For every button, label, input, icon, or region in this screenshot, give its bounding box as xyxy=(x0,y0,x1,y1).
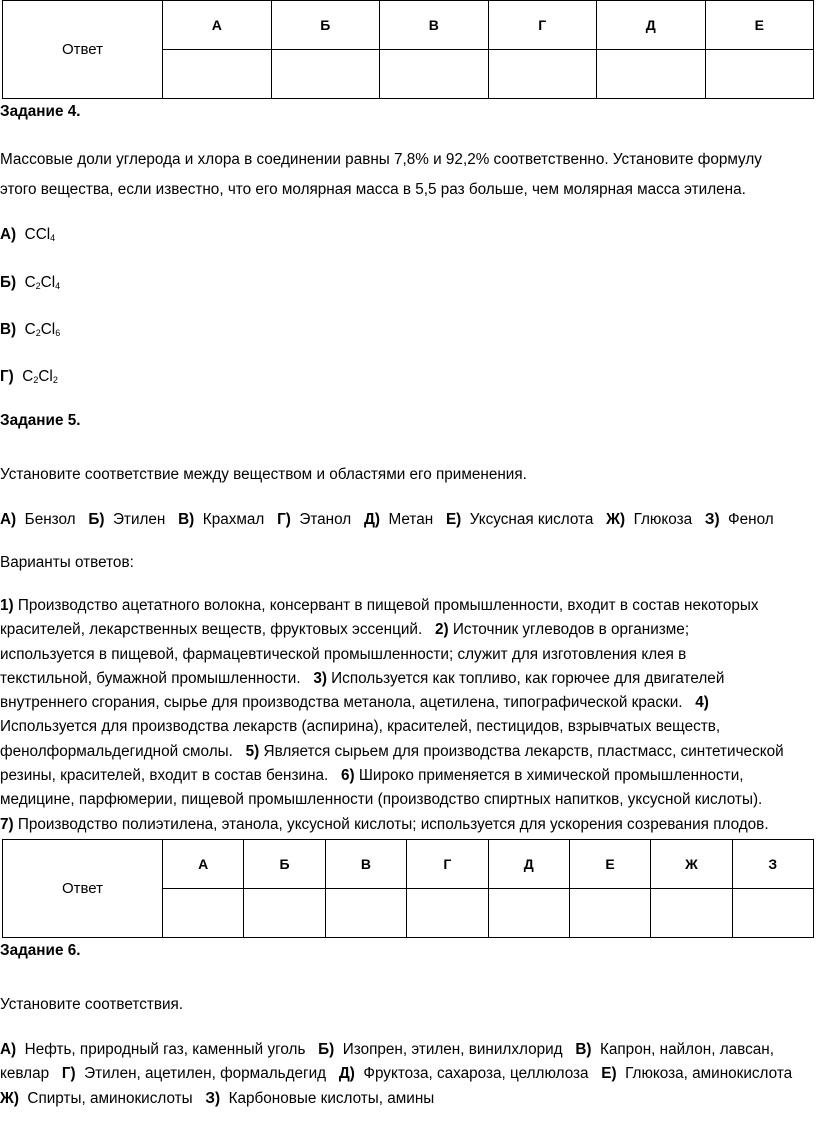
option-letter: В) xyxy=(0,321,17,338)
matching-option-line: кевлар Г) Этилен, ацетилен, формальдегид Д) Фруктоза, сахароза, целлюлоза Е) Глюкоза, аминокислота xyxy=(0,1065,793,1083)
task4-title: Задание 4. xyxy=(0,103,81,120)
answer-cell[interactable] xyxy=(163,50,272,99)
table-header-cell: Е xyxy=(569,840,650,889)
answer-cell[interactable] xyxy=(325,889,406,938)
matching-option-line: А) Нефть, природный газ, каменный уголь Б) Изопрен, этилен, винилхлорид В) Капрон, найлон, лавсан, xyxy=(0,1041,774,1058)
option-letter: А) xyxy=(0,226,17,243)
table-header-cell: А xyxy=(163,840,244,889)
answer-cell[interactable] xyxy=(597,50,706,99)
task4-option-d: Г) $C_2Cl_2$ xyxy=(0,368,58,385)
task4-option-a: А) CCl$_4$ xyxy=(0,226,56,243)
answer-cell[interactable] xyxy=(705,50,814,99)
task5-title: Задание 5. xyxy=(0,412,81,429)
table-header-cell: В xyxy=(325,840,406,889)
answer-cell[interactable] xyxy=(244,889,325,938)
table-header-cell: Г xyxy=(488,1,597,50)
task6-title: Задание 6. xyxy=(0,942,81,959)
task5-instruction: Установите соответствие между веществом и областями его применения. xyxy=(0,466,527,483)
table-header-cell: З xyxy=(732,840,813,889)
task4-option-c: В) $C_2Cl_6$ xyxy=(0,321,61,338)
answer-option-line: текстильной, бумажной промышленности. 3) Используется как топливо, как горючее для двигателей xyxy=(0,669,725,687)
answer-option-line: красителей, лекарственных веществ, фруктовых эссенций. 2) Источник углеводов в организме; xyxy=(0,621,690,639)
answer-table-label: Ответ xyxy=(3,840,163,938)
answer-cell[interactable] xyxy=(163,889,244,938)
task6-matching-options xyxy=(0,1038,816,1111)
answer-option-line: фенолформальдегидной смолы. 5) Является сырьем для производства лекарств, пластмасс, синтетической xyxy=(0,742,784,760)
answer-cell[interactable] xyxy=(488,50,597,99)
answer-option-line: медицине, парфюмерии, пищевой промышленности (производство спиртных напитков, уксусной кислоты). xyxy=(0,791,763,809)
task5-variants-label: Варианты ответов: xyxy=(0,554,134,571)
answer-table-2 xyxy=(2,839,814,938)
answer-option-line: используется в пищевой, фармацевтической промышленности; служит для изготовления клея в xyxy=(0,645,687,663)
table-header-cell: Б xyxy=(271,1,380,50)
answer-cell[interactable] xyxy=(732,889,813,938)
answer-option-line: 1) Производство ацетатного волокна, консервант в пищевой промышленности, входит в состав некоторых xyxy=(0,597,759,614)
answer-cell[interactable] xyxy=(380,50,489,99)
answer-cell[interactable] xyxy=(271,50,380,99)
table-header-cell: Д xyxy=(488,840,569,889)
table-header-cell: В xyxy=(380,1,489,50)
table-header-cell: Д xyxy=(597,1,706,50)
answer-option-line: Используется для производства лекарств (аспирина), красителей, пестицидов, взрывчатых веществ, xyxy=(0,718,721,736)
table-header-cell: А xyxy=(163,1,272,50)
task4-text-line1: Массовые доли углерода и хлора в соединении равны 7,8% и 92,2% соответственно. Установите формулу xyxy=(0,151,762,168)
task6-instruction: Установите соответствия. xyxy=(0,996,184,1013)
table-header-cell: Б xyxy=(244,840,325,889)
table-header-cell: Г xyxy=(407,840,488,889)
answer-option-line: 7) Производство полиэтилена, этанола, уксусной кислоты; используется для ускорения созревания плодов. xyxy=(0,815,769,833)
answer-table-1 xyxy=(2,0,814,99)
task4-option-b: Б) $C_2Cl_4$ xyxy=(0,274,61,291)
table-header-cell: Е xyxy=(705,1,814,50)
answer-option-line: резины, красителей, входит в состав бензина. 6) Широко применяется в химической промышленности, xyxy=(0,767,744,785)
task5-answer-options xyxy=(0,594,816,837)
matching-option-line: Ж) Спирты, аминокислоты З) Карбоновые кислоты, амины xyxy=(0,1089,435,1107)
option-letter: Б) xyxy=(0,274,17,291)
answer-cell[interactable] xyxy=(488,889,569,938)
answer-cell[interactable] xyxy=(651,889,732,938)
answer-cell[interactable] xyxy=(407,889,488,938)
table-header-cell: Ж xyxy=(651,840,732,889)
answer-cell[interactable] xyxy=(569,889,650,938)
task4-text-line2: этого вещества, если известно, что его молярная масса в 5,5 раз больше, чем молярная масса этилена. xyxy=(0,181,746,198)
option-letter: Г) xyxy=(0,368,14,385)
answer-table-label: Ответ xyxy=(3,1,163,99)
answer-option-line: внутреннего сгорания, сырье для производства метанола, ацетилена, типографической краски. 4) xyxy=(0,694,709,712)
task5-substances: А) Бензол Б) Этилен В) Крахмал Г) Этанол Д) Метан Е) Уксусная кислота Ж) Глюкоза З) Фенол xyxy=(0,511,774,528)
